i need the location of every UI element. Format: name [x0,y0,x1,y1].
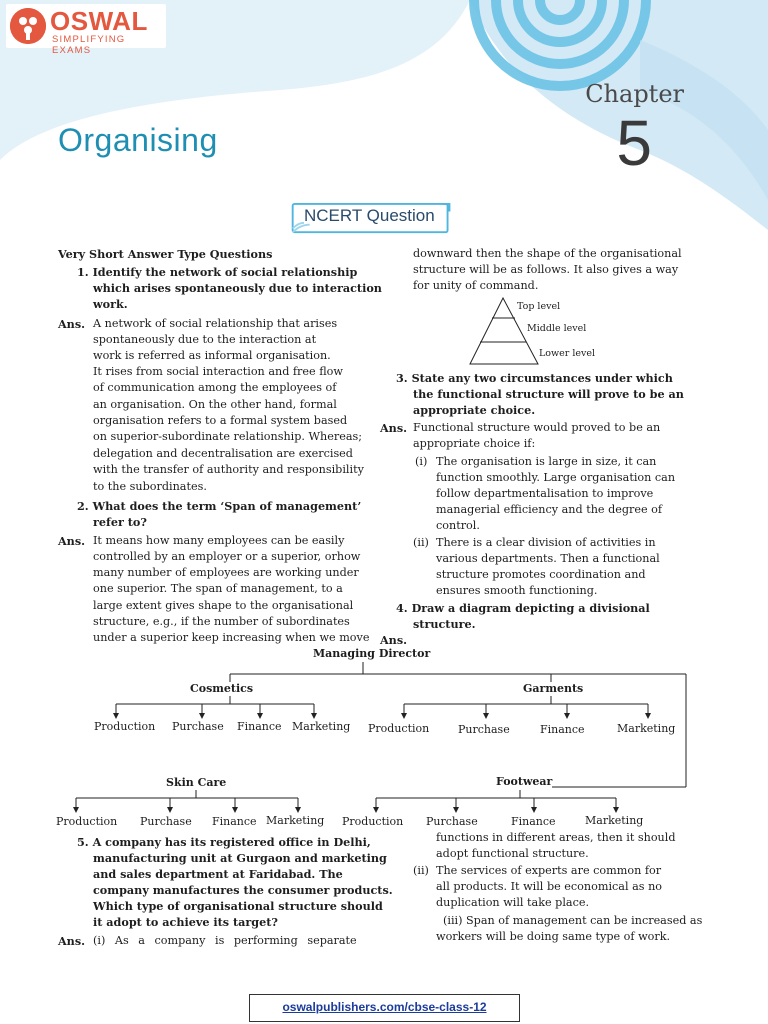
answer-5-label: Ans. [58,934,86,948]
question-4-line-1: 4. Draw a diagram depicting a divisional [396,601,650,615]
answer-5-right-line: functions in different areas, then it should [436,831,676,844]
dept-label: Purchase [140,815,192,828]
dept-label: Marketing [585,814,644,827]
ncert-badge-label: NCERT Question [304,206,435,225]
answer-5-iii-line: (iii) Span of management can be increased as [443,914,703,927]
answer-2-line: It means how many employees can be easily [93,534,345,547]
answer-1-line: to the subordinates. [93,480,207,493]
answer-2-line: one superior. The span of management, to a [93,582,343,595]
dept-label: Marketing [617,722,676,735]
oswal-logo[interactable] [6,4,166,56]
logo-name: OSWAL [50,6,148,36]
pyramid-top-label: Top level [517,301,561,312]
dept-label: Finance [540,723,585,736]
answer-1-line: organisation refers to a formal system based [93,414,348,427]
answer-3-i-line: managerial efficiency and the degree of [436,503,663,516]
dept-label: Finance [511,815,556,828]
question-3-line-1: 3. State any two circumstances under which [396,371,673,385]
question-4-line-2: structure. [413,617,476,631]
answer-1-line: It rises from social interaction and free flow [93,365,343,378]
question-2-line-2: refer to? [93,515,147,529]
answer-3-i-line: follow departmentalisation to improve [436,487,654,500]
answer-4-label: Ans. [380,633,408,647]
division-skin-care: Skin Care [166,776,227,789]
pyramid-middle-label: Middle level [527,323,587,334]
dept-label: Production [342,815,404,828]
answer-1-line: delegation and decentralisation are exercised [93,447,353,460]
dept-label: Marketing [292,720,351,733]
question-5-line: it adopt to achieve its target? [93,915,278,929]
answer-1-label: Ans. [58,317,86,331]
division-footwear: Footwear [496,775,553,788]
chapter-title: Organising [58,122,218,158]
dept-label: Production [94,720,156,733]
answer-2-line: large extent gives shape to the organisational [93,599,354,612]
question-5-line: company manufactures the consumer products. [93,883,393,897]
answer-5-iii-line: workers will be doing same type of work. [436,930,671,943]
answer-1-line: A network of social relationship that arises [93,317,338,330]
section-heading: Very Short Answer Type Questions [58,247,273,261]
question-5-line: 5. A company has its registered office in Delhi, [77,835,371,849]
question-3-line-2: the functional structure will prove to be an [413,387,684,401]
division-garments: Garments [523,682,584,695]
answer-2-line: under a superior keep increasing when we move [93,631,370,644]
answer-3-i-line: control. [436,519,480,532]
question-1-line-3: work. [93,297,128,311]
answer-1-line: work is referred as informal organisation. [93,349,331,362]
dept-label: Production [56,815,118,828]
answer-3-intro: Functional structure would proved to be an [413,421,661,434]
dept-label: Marketing [266,814,325,827]
continuation-line: structure will be as follows. It also gives a way [413,263,679,276]
answer-5-right-line: adopt functional structure. [436,847,589,860]
dept-label: Finance [212,815,257,828]
question-2-line-1: 2. What does the term ‘Span of management’ [77,499,362,513]
footer-link[interactable]: oswalpublishers.com/cbse-class-12 [282,1000,487,1014]
question-5-line: manufacturing unit at Gurgaon and marketing [93,851,387,865]
continuation-line: for unity of command. [413,279,539,292]
answer-3-ii-label: (ii) [413,536,429,549]
dept-label: Finance [237,720,282,733]
logo-mark-icon [10,8,46,44]
dept-label: Purchase [172,720,224,733]
answer-1-line: spontaneously due to the interaction at [93,333,317,346]
answer-2-label: Ans. [58,534,86,548]
dept-label: Purchase [458,723,510,736]
org-root: Managing Director [313,647,431,660]
answer-5-ii-label: (ii) [413,864,429,877]
answer-1-line: with the transfer of authority and responsibility [93,463,364,476]
answer-3-ii-line: structure promotes coordination and [436,568,646,581]
answer-3-i-line: function smoothly. Large organisation can [436,471,676,484]
answer-3-i-label: (i) [415,455,428,468]
answer-2-line: many number of employees are working under [93,566,359,579]
logo-tagline: SIMPLIFYING EXAMS [52,34,126,56]
question-1-line-2: which arises spontaneously due to interaction [93,281,382,295]
answer-1-line: of communication among the employees of [93,381,337,394]
answer-1-line: an organisation. On the other hand, formal [93,398,337,411]
question-1-line-1: 1. Identify the network of social relationship [77,265,358,279]
answer-3-i-line: The organisation is large in size, it can [436,455,657,468]
answer-5-ii-line: duplication will take place. [436,896,590,909]
answer-5-i: (i) As a company is performing separate [93,934,357,947]
answer-3-intro: appropriate choice if: [413,437,536,450]
continuation-line: downward then the shape of the organisational [413,247,682,260]
divisional-org-chart [0,640,768,840]
chapter-number: 5 [616,107,652,179]
pyramid-lower-label: Lower level [539,348,596,359]
answer-3-ii-line: various departments. Then a functional [436,552,660,565]
chapter-label: Chapter [585,80,684,108]
dept-label: Production [368,722,430,735]
question-3-line-3: appropriate choice. [413,403,536,417]
answer-3-ii-line: There is a clear division of activities in [436,536,656,549]
question-5-line: Which type of organisational structure should [93,899,383,913]
division-cosmetics: Cosmetics [190,682,254,695]
answer-5-ii-line: all products. It will be economical as no [436,880,663,893]
answer-3-label: Ans. [380,421,408,435]
question-5-line: and sales department at Faridabad. The [93,867,343,881]
answer-2-line: structure, e.g., if the number of subordinates [93,615,350,628]
answer-3-ii-line: ensures smooth functioning. [436,584,598,597]
dept-label: Purchase [426,815,478,828]
answer-2-line: controlled by an employer or a superior, orhow [93,550,361,563]
answer-1-line: on superior-subordinate relationship. Whereas; [93,430,362,443]
answer-5-ii-line: The services of experts are common for [436,864,662,877]
